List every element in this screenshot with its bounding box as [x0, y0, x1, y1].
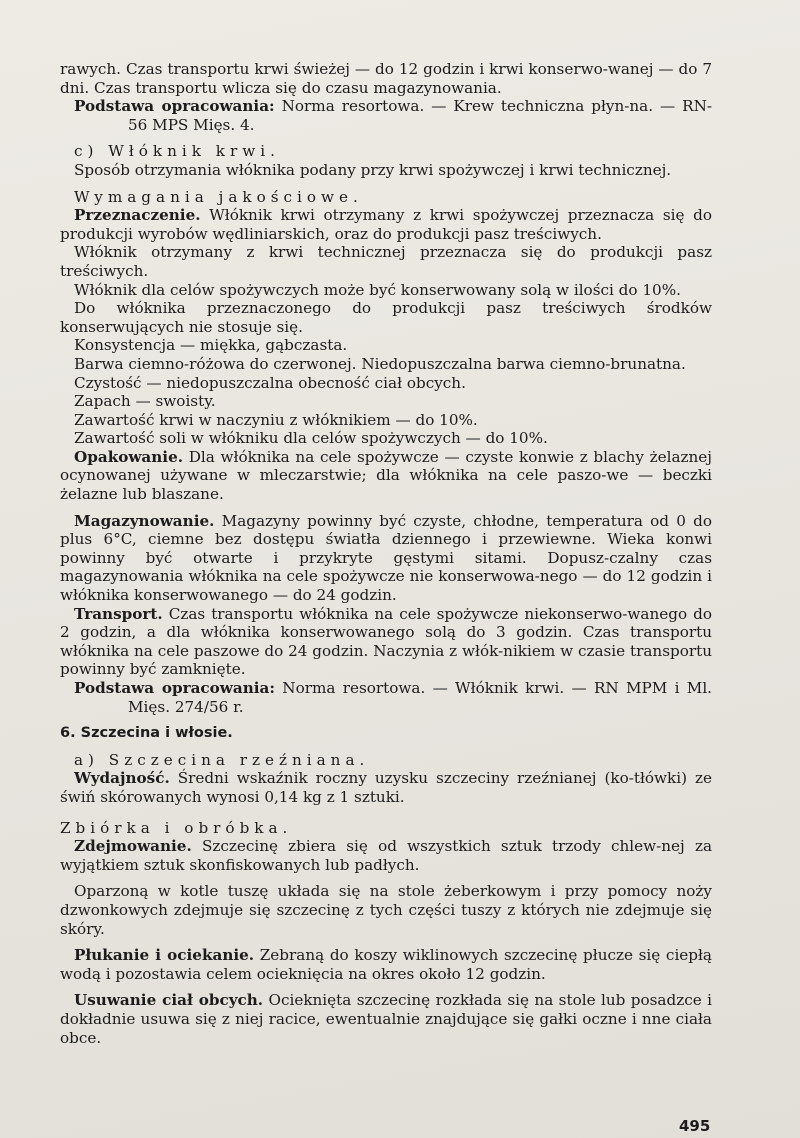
paragraph-packaging [60, 448, 712, 504]
paragraph-foreign-bodies [60, 991, 712, 1047]
foreign-bodies-label: Usuwanie ciał obcych. [74, 991, 264, 1010]
spec-color: Barwa ciemno-różowa do czerwonej. Niedopuszczalna barwa ciemno-brunatna. [74, 354, 686, 373]
basis-label: Podstawa opracowania: [74, 97, 275, 116]
paragraph-fibrin-method: Sposób otrzymania włóknika podany przy krwi spożywczej i krwi technicznej. [74, 160, 672, 179]
paragraph-salt-preservation: Włóknik dla celów spożywczych może być konserwowany solą w ilości do 10%. [74, 280, 681, 299]
basis-text: Norma resortowa. — Krew techniczna płyn-na. — RN-56 MPS Mięs. 4. [128, 97, 712, 134]
subheading-slaughter-bristle: a) Szczecina rzeźniana. [74, 750, 370, 769]
yield-text: Średni wskaźnik roczny uzysku szczeciny rzeźnianej (ko-tłówki) ze świń skórowanych wynosi 0,14 kg z 1 sztuki. [60, 769, 712, 806]
paragraph-storage [60, 512, 712, 605]
spec-blood-content: Zawartość krwi w naczyniu z włóknikiem — do 10%. [74, 410, 478, 429]
basis-note-technical-blood [60, 97, 712, 134]
removal-text: Szczecinę zbiera się od wszystkich sztuk trzody chlew-nej za wyjątkiem sztuk skonfiskowanych lub padłych. [60, 837, 712, 874]
storage-text: Magazyny powinny być czyste, chłodne, temperatura od 0 do plus 6°C, ciemne bez dostępu światła dziennego i przewiewne. Wieka konwi powinny być otwarte i przykryte gęstymi sitami. Dopusz-czalny czas magazynowania włóknika na cele spożywcze nie konserwowa-nego — do 12 godzin i włóknika konserwowanego — do 24 godzin. [60, 511, 712, 605]
paragraph-rinsing [60, 946, 712, 983]
purpose-label: Przeznaczenie. [74, 206, 201, 225]
purpose-text: Włóknik krwi otrzymany z krwi spożywczej przeznacza się do produkcji wyrobów wędliniarskich, oraz do produkcji pasz treściwych. [60, 206, 712, 243]
subheading-quality-requirements: Wymagania jakościowe. [74, 187, 363, 206]
paragraph-scalding: Oparzoną w kotle tuszę układa się na stole żeberkowym i przy pomocy noży dzwonkowych zdejmuje się szczecinę z tych części tuszy z których nie zdejmuje się skóry. [60, 882, 712, 938]
packaging-text: Dla włóknika na cele spożywcze — czyste konwie z blachy żelaznej ocynowanej używane w mleczarstwie; dla włóknika na cele paszo-we — beczki żelazne lub blaszane. [60, 447, 712, 504]
spec-consistency: Konsystencja — miękka, gąbczasta. [74, 336, 348, 355]
yield-label: Wydajność. [74, 769, 170, 788]
basis-text: Norma resortowa. — Włóknik krwi. — RN MPM i Ml. Mięs. 274/56 r. [128, 679, 712, 716]
page-number: 495 [679, 1117, 711, 1135]
text-column [60, 60, 712, 1047]
removal-label: Zdejmowanie. [74, 837, 192, 856]
foreign-bodies-text: Ocieknięta szczecinę rozkłada się na stole lub posadzce i dokładnie usuwa się z niej racice, ewentualnie znajdujące się gałki oczne i nne ciała obce. [60, 991, 712, 1047]
transport-label: Transport. [74, 604, 163, 623]
paragraph-removal [60, 837, 712, 874]
basis-note-fibrin [60, 679, 712, 716]
spec-smell: Zapach — swoisty. [74, 392, 216, 411]
paragraph-blood-transport: rawych. Czas transportu krwi świeżej — do 12 godzin i krwi konserwo-wanej — do 7 dni. Czas transportu wlicza się do czasu magazynowania. [60, 60, 712, 97]
storage-label: Magazynowanie. [74, 511, 215, 530]
transport-text: Czas transportu włóknika na cele spożywcze niekonserwo-wanego do 2 godzin, a dla włóknika konserwowanego solą do 3 godzin. Czas transportu włóknika na cele paszowe do 24 godzin. Naczynia z włók-nikiem w czasie transportu powinny być zamknięte. [60, 604, 712, 679]
spec-salt-content: Zawartość soli w włókniku dla celów spożywczych — do 10%. [74, 429, 548, 448]
paragraph-no-preservatives: Do włóknika przeznaczonego do produkcji pasz treściwych środków konserwujących nie stosuje się. [60, 299, 712, 336]
spec-purity: Czystość — niedopuszczalna obecność ciał obcych. [74, 373, 466, 392]
paragraph-transport [60, 605, 712, 679]
section-heading-bristle: 6. Szczecina i włosie. [60, 725, 233, 742]
rinsing-text: Zebraną do koszy wiklinowych szczecinę płucze się ciepłą wodą i pozostawia celem ocieknięcia na okres około 12 godzin. [60, 946, 712, 983]
paragraph-technical-fibrin: Włóknik otrzymany z krwi technicznej przeznacza się do produkcji pasz treściwych. [60, 243, 712, 280]
paragraph-yield [60, 769, 712, 806]
rinsing-label: Płukanie i ociekanie. [74, 946, 255, 965]
section-heading-fibrin: c) Włóknik krwi. [74, 142, 280, 161]
paragraph-purpose [60, 206, 712, 243]
subheading-collection: Zbiórka i obróbka. [60, 818, 293, 837]
packaging-label: Opakowanie. [74, 447, 184, 466]
basis-label: Podstawa opracowania: [74, 679, 275, 697]
